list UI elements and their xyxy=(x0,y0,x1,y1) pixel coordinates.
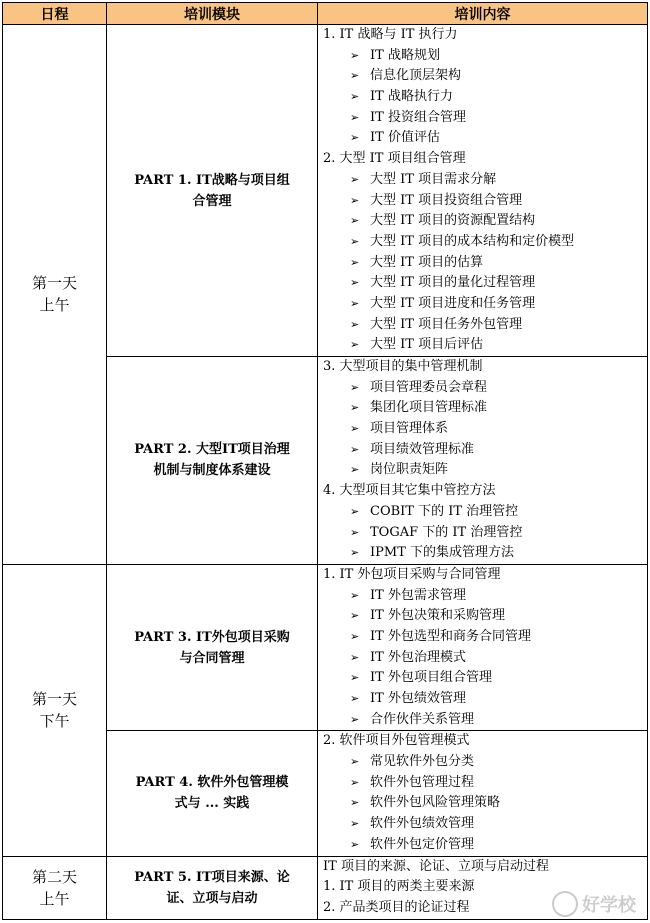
arrow-bullet-icon: ➢ xyxy=(350,588,360,602)
content-bullet-item xyxy=(318,191,647,212)
arrow-bullet-icon: ➢ xyxy=(350,817,360,831)
header-content: 培训内容 xyxy=(318,3,648,25)
content-cell xyxy=(318,357,648,565)
arrow-bullet-icon: ➢ xyxy=(350,546,360,560)
day-label: 第一天 xyxy=(31,274,77,293)
content-bullet-text: IT 外包治理模式 xyxy=(370,649,466,665)
watermark-icon xyxy=(552,891,578,917)
content-bullet-item xyxy=(318,710,647,731)
content-bullet-item xyxy=(318,128,647,149)
content-bullet-item xyxy=(318,648,647,669)
content-bullet-item xyxy=(318,419,647,440)
day-period: 上午 xyxy=(39,296,70,315)
content-bullet-text: IT 战略执行力 xyxy=(370,89,453,105)
content-bullet-item xyxy=(318,46,647,67)
header-module: 培训模块 xyxy=(107,3,318,25)
content-bullet-item xyxy=(318,170,647,191)
content-bullet-item xyxy=(318,66,647,87)
content-bullet-text: 大型 IT 项目的量化过程管理 xyxy=(370,275,536,291)
day-period: 上午 xyxy=(39,889,70,908)
content-bullet-text: 大型 IT 项目进度和任务管理 xyxy=(370,295,536,311)
day-label: 第一天 xyxy=(31,690,77,709)
module-title-1: PART 1. IT战略与项目组 合管理 xyxy=(107,25,318,357)
arrow-bullet-icon: ➢ xyxy=(350,692,360,705)
content-section-heading: 3. 大型项目的集中管理机制 xyxy=(323,359,483,374)
content-bullet-item xyxy=(318,773,647,794)
content-bullet-text: TOGAF 下的 IT 治理管控 xyxy=(370,524,523,540)
content-bullet-item xyxy=(318,606,647,627)
content-section-heading: 1. IT 外包项目采购与合同管理 xyxy=(323,566,501,582)
arrow-bullet-icon: ➢ xyxy=(350,131,360,145)
content-bullet-text: IT 外包绩效管理 xyxy=(370,691,466,706)
content-bullet-text: IT 外包项目组合管理 xyxy=(370,670,492,686)
arrow-bullet-icon: ➢ xyxy=(350,255,360,269)
arrow-bullet-icon: ➢ xyxy=(350,629,360,643)
day-cell-d1pm xyxy=(3,564,107,856)
content-bullet-item xyxy=(318,294,647,315)
content-bullet-text: 项目绩效管理标准 xyxy=(370,441,475,457)
arrow-bullet-icon: ➢ xyxy=(350,775,360,789)
content-bullet-item xyxy=(318,211,647,232)
content-bullet-text: IT 外包需求管理 xyxy=(370,587,466,603)
day-label: 第二天 xyxy=(31,867,77,886)
content-bullet-item xyxy=(318,752,647,773)
arrow-bullet-icon: ➢ xyxy=(350,69,360,83)
content-bullet-text: IT 外包决策和采购管理 xyxy=(370,608,505,624)
content-bullet-text: 岗位职责矩阵 xyxy=(370,462,449,478)
content-bullet-item xyxy=(318,253,647,274)
content-bullet-item xyxy=(318,523,647,544)
arrow-bullet-icon: ➢ xyxy=(350,422,360,436)
content-bullet-item xyxy=(318,689,647,710)
content-section-heading: 4. 大型项目其它集中管控方法 xyxy=(323,483,496,499)
content-bullet-text: IT 战略规划 xyxy=(370,47,440,63)
content-bullet-text: 信息化顶层架构 xyxy=(370,68,462,84)
content-bullet-text: 项目管理体系 xyxy=(370,421,449,437)
arrow-bullet-icon: ➢ xyxy=(350,90,360,104)
arrow-bullet-icon: ➢ xyxy=(350,442,360,456)
content-bullet-text: 大型 IT 项目投资组合管理 xyxy=(370,192,523,208)
content-bullet-item xyxy=(318,543,647,564)
arrow-bullet-icon: ➢ xyxy=(350,193,360,207)
content-bullet-item xyxy=(318,835,647,856)
content-bullet-text: 集团化项目管理标准 xyxy=(370,400,488,416)
content-bullet-item xyxy=(318,335,647,356)
arrow-bullet-icon: ➢ xyxy=(350,214,360,228)
content-bullet-text: 软件外包定价管理 xyxy=(370,836,475,852)
content-section-heading: 2. 软件项目外包管理模式 xyxy=(323,733,470,749)
arrow-bullet-icon: ➢ xyxy=(350,609,360,623)
arrow-bullet-icon: ➢ xyxy=(350,380,360,394)
arrow-bullet-icon: ➢ xyxy=(350,338,360,352)
arrow-bullet-icon: ➢ xyxy=(350,48,360,62)
content-bullet-item xyxy=(318,87,647,108)
content-bullet-item xyxy=(318,315,647,336)
module-row-1 xyxy=(3,25,648,357)
arrow-bullet-icon: ➢ xyxy=(350,796,360,810)
content-bullet-item xyxy=(318,398,647,419)
content-bullet-item xyxy=(318,232,647,253)
arrow-bullet-icon: ➢ xyxy=(350,172,360,186)
content-section-heading: 2. 大型 IT 项目组合管理 xyxy=(323,151,466,167)
content-bullet-item xyxy=(318,793,647,814)
module-row-5 xyxy=(3,856,648,919)
content-bullet-text: IPMT 下的集成管理方法 xyxy=(370,545,514,561)
content-bullet-text: 软件外包绩效管理 xyxy=(370,816,475,832)
arrow-bullet-icon: ➢ xyxy=(350,317,360,331)
header-day: 日程 xyxy=(3,3,107,25)
content-bullet-text: 大型 IT 项目的成本结构和定价模型 xyxy=(370,233,575,249)
arrow-bullet-icon: ➢ xyxy=(350,650,360,664)
training-schedule-table xyxy=(2,2,648,920)
content-bullet-text: 大型 IT 项目需求分解 xyxy=(370,171,497,187)
content-bullet-item xyxy=(318,378,647,399)
arrow-bullet-icon: ➢ xyxy=(350,463,360,477)
content-section-heading: 1. IT 项目的两类主要来源 xyxy=(323,879,475,895)
arrow-bullet-icon: ➢ xyxy=(350,110,360,124)
module-title-4: PART 4. 软件外包管理模 式与 ... 实践 xyxy=(107,731,318,856)
module-title-5: PART 5. IT项目来源、论 证、立项与启动 xyxy=(107,856,318,919)
module-row-3 xyxy=(3,564,648,731)
content-bullet-text: 大型 IT 项目的估算 xyxy=(370,254,484,270)
content-bullet-text: 大型 IT 项目后评估 xyxy=(370,337,484,353)
module-title-3: PART 3. IT外包项目采购 与合同管理 xyxy=(107,564,318,731)
content-bullet-text: 项目管理委员会章程 xyxy=(370,379,488,395)
content-bullet-text: IT 投资组合管理 xyxy=(370,109,466,125)
content-section-heading: 2. 产品类项目的论证过程 xyxy=(323,899,470,915)
content-bullet-item xyxy=(318,814,647,835)
content-bullet-item xyxy=(318,502,647,523)
content-bullet-item xyxy=(318,668,647,689)
content-bullet-text: 软件外包风险管理策略 xyxy=(370,795,501,811)
content-bullet-text: IT 价值评估 xyxy=(370,130,440,146)
content-bullet-text: IT 外包选型和商务合同管理 xyxy=(370,628,531,644)
watermark-logo xyxy=(552,891,636,917)
content-cell xyxy=(318,25,648,357)
content-cell xyxy=(318,564,648,731)
module-title-2: PART 2. 大型IT项目治理 机制与制度体系建设 xyxy=(107,357,318,565)
content-bullet-text: COBIT 下的 IT 治理管控 xyxy=(370,503,519,519)
arrow-bullet-icon: ➢ xyxy=(350,296,360,310)
header-row xyxy=(3,3,648,25)
content-bullet-item xyxy=(318,627,647,648)
arrow-bullet-icon: ➢ xyxy=(350,234,360,248)
arrow-bullet-icon: ➢ xyxy=(350,671,360,685)
content-bullet-item xyxy=(318,440,647,461)
content-bullet-text: 常见软件外包分类 xyxy=(370,754,475,770)
content-cell xyxy=(318,731,648,856)
arrow-bullet-icon: ➢ xyxy=(350,712,360,726)
content-bullet-item xyxy=(318,273,647,294)
content-intro-text: IT 项目的来源、论证、立项与启动过程 xyxy=(323,858,549,874)
content-bullet-text: 大型 IT 项目任务外包管理 xyxy=(370,316,523,332)
content-bullet-text: 合作伙伴关系管理 xyxy=(370,711,475,727)
content-bullet-text: 软件外包管理过程 xyxy=(370,774,475,790)
content-bullet-item xyxy=(318,108,647,129)
watermark-text: 好学校 xyxy=(582,895,636,916)
arrow-bullet-icon: ➢ xyxy=(350,401,360,415)
content-bullet-item xyxy=(318,586,647,607)
arrow-bullet-icon: ➢ xyxy=(350,837,360,851)
arrow-bullet-icon: ➢ xyxy=(350,525,360,539)
arrow-bullet-icon: ➢ xyxy=(350,504,360,518)
content-section-heading: 1. IT 战略与 IT 执行力 xyxy=(323,27,458,42)
content-bullet-text: 大型 IT 项目的资源配置结构 xyxy=(370,213,536,229)
day-period: 下午 xyxy=(39,712,70,731)
arrow-bullet-icon: ➢ xyxy=(350,276,360,290)
day-cell-d1am xyxy=(3,25,107,565)
arrow-bullet-icon: ➢ xyxy=(350,755,360,769)
day-cell-d2am xyxy=(3,856,107,919)
content-bullet-item xyxy=(318,460,647,481)
